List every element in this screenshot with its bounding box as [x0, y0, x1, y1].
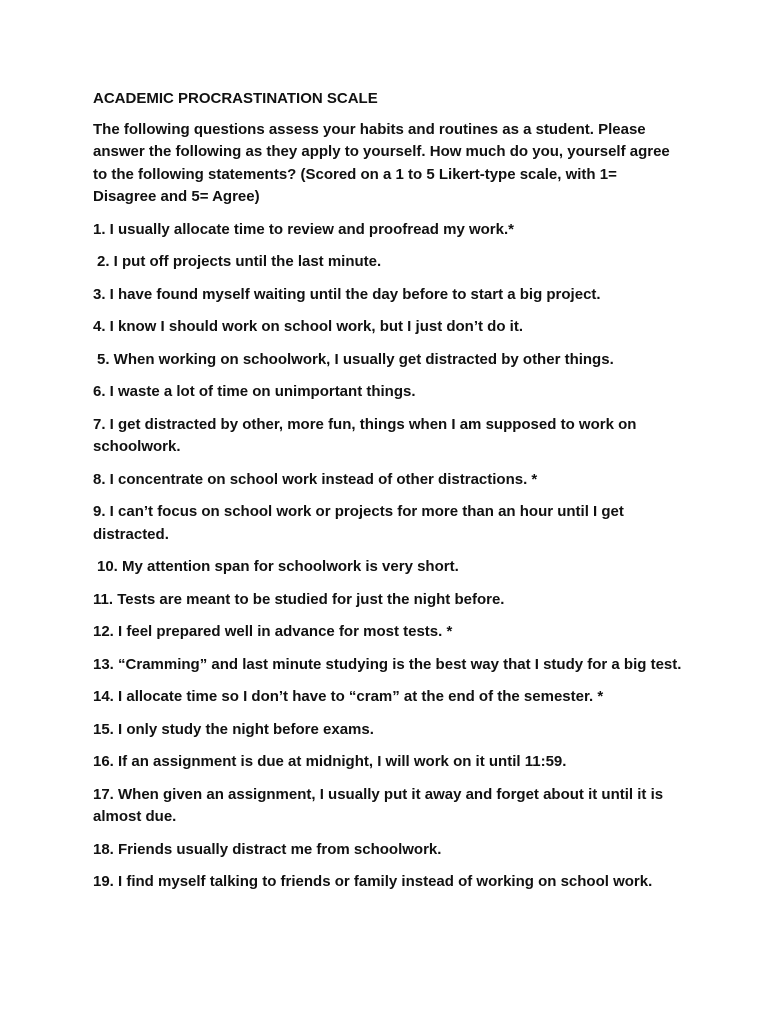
item-13: 13. “Cramming” and last minute studying is the best way that I study for a big test. — [93, 655, 682, 673]
item-14: 14. I allocate time so I don’t have to “cram” at the end of the semester. * — [93, 688, 604, 705]
item-10: 10. My attention span for schoolwork is very short. — [97, 558, 459, 575]
item-3: 3. I have found myself waiting until the day before to start a big project. — [93, 285, 601, 303]
item-12: 12. I feel prepared well in advance for most tests. * — [93, 623, 453, 640]
document-title: ACADEMIC PROCRASTINATION SCALE — [93, 90, 378, 107]
item-19: 19. I find myself talking to friends or family instead of working on school work. — [93, 873, 653, 890]
item-18: 18. Friends usually distract me from schoolwork. — [93, 840, 442, 858]
item-5: 5. When working on schoolwork, I usually get distracted by other things. — [97, 350, 614, 368]
item-15: 15. I only study the night before exams. — [93, 720, 374, 738]
item-17: 17. When given an assignment, I usually put it away and forget about it until it is almost due. — [93, 785, 664, 825]
item-6: 6. I waste a lot of time on unimportant things. — [93, 383, 416, 400]
item-11: 11. Tests are meant to be studied for just the night before. — [93, 590, 505, 608]
item-9: 9. I can’t focus on school work or projects for more than an hour until I get distracted. — [93, 503, 624, 543]
item-2: 2. I put off projects until the last minute. — [97, 253, 382, 270]
item-16: 16. If an assignment is due at midnight, I will work on it until 11:59. — [93, 753, 567, 770]
document-page — [93, 88, 683, 904]
item-8: 8. I concentrate on school work instead of other distractions. * — [93, 470, 538, 488]
item-1: 1. I usually allocate time to review and proofread my work.* — [93, 220, 514, 238]
intro-paragraph: The following questions assess your habits and routines as a student. Please answer the following as they apply to yourself. How much do you, yourself agree to the following statements? (Scored on a 1 to 5 Likert-type scale, with 1= Disagree and 5= Agree) — [93, 120, 670, 205]
item-7: 7. I get distracted by other, more fun, things when I am supposed to work on schoolwork. — [93, 415, 637, 455]
item-4: 4. I know I should work on school work, but I just don’t do it. — [93, 318, 523, 335]
